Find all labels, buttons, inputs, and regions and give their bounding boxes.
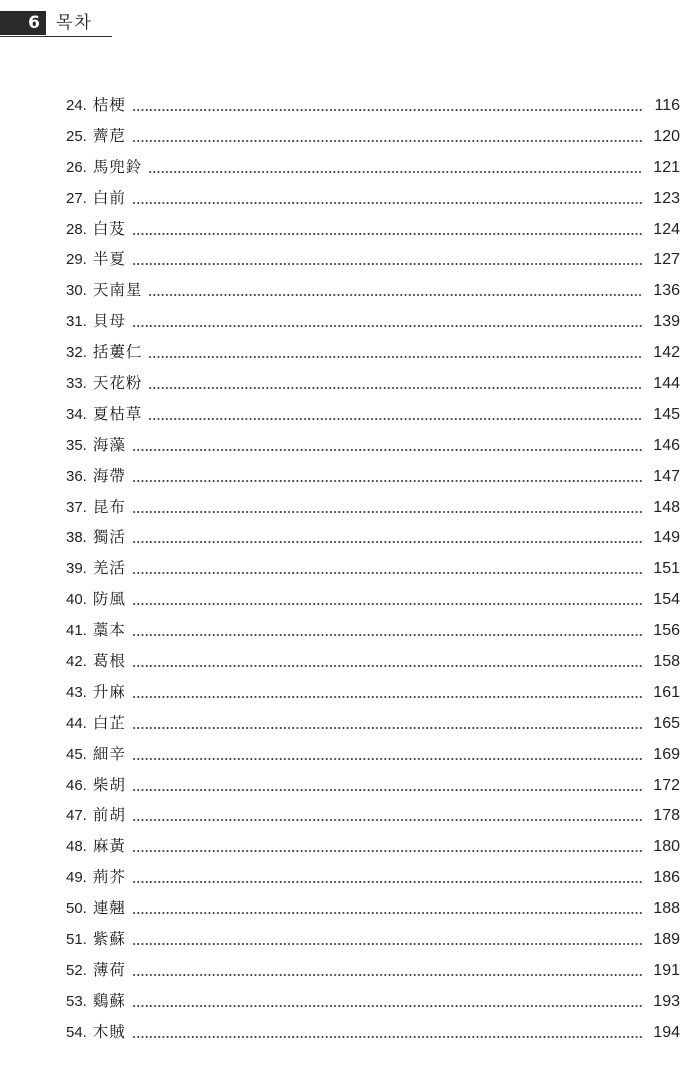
toc-entry-page: 189 — [653, 931, 680, 949]
toc-entry — [66, 90, 680, 121]
section-title: 목차 — [56, 13, 93, 33]
toc-entry-title: 昆布 — [92, 497, 126, 516]
toc-entry-title: 白芷 — [92, 713, 126, 732]
toc-entry-title: 葛根 — [92, 652, 126, 671]
toc-entry-page: 124 — [653, 220, 680, 238]
toc-entry-number: 34. — [66, 405, 87, 423]
toc-entry — [66, 770, 680, 801]
toc-entry-number: 33. — [66, 375, 87, 393]
toc-entry-page: 156 — [653, 622, 680, 640]
toc-entry-page: 186 — [653, 869, 680, 887]
dot-leader — [132, 634, 643, 636]
toc-entry-title: 夏枯草 — [92, 404, 143, 423]
toc-entry-page: 161 — [653, 683, 680, 701]
toc-entry-number: 54. — [66, 1023, 87, 1041]
toc-entry-page: 193 — [653, 992, 680, 1010]
toc-entry-page: 127 — [653, 251, 680, 269]
toc-entry — [66, 1017, 680, 1048]
toc-entry — [66, 646, 680, 677]
toc-entry-page: 172 — [653, 776, 680, 794]
toc-entry-number: 48. — [66, 838, 87, 856]
dot-leader — [132, 233, 643, 235]
toc-entry — [66, 492, 680, 523]
toc-entry-title: 鷄蘇 — [92, 991, 126, 1010]
toc-entry-page: 158 — [653, 653, 680, 671]
dot-leader — [132, 511, 643, 513]
toc-entry — [66, 739, 680, 770]
dot-leader — [132, 943, 643, 945]
dot-leader — [132, 727, 643, 729]
toc-entry — [66, 615, 680, 646]
toc-entry — [66, 986, 680, 1017]
dot-leader — [132, 974, 643, 976]
toc-entry-number: 53. — [66, 992, 87, 1010]
toc-entry-page: 178 — [653, 807, 680, 825]
dot-leader — [132, 789, 643, 791]
toc-entry-title: 貝母 — [92, 312, 126, 331]
toc-entry — [66, 955, 680, 986]
toc-entry — [66, 831, 680, 862]
toc-entry — [66, 553, 680, 584]
toc-entry-number: 31. — [66, 313, 87, 331]
toc-entry-title: 荊芥 — [92, 868, 126, 887]
dot-leader — [132, 541, 643, 543]
toc-entry — [66, 183, 680, 214]
toc-entry-title: 藁本 — [92, 621, 126, 640]
toc-entry-page: 145 — [653, 405, 680, 423]
toc-entry-number: 26. — [66, 158, 87, 176]
dot-leader — [132, 1005, 643, 1007]
toc-entry — [66, 522, 680, 553]
toc-entry-page: 123 — [653, 189, 680, 207]
toc-entry-number: 37. — [66, 498, 87, 516]
toc-entry — [66, 893, 680, 924]
toc-entry-page: 188 — [653, 900, 680, 918]
dot-leader — [132, 912, 643, 914]
toc-entry-number: 24. — [66, 97, 87, 114]
toc-entry — [66, 121, 680, 152]
toc-entry-number: 35. — [66, 436, 87, 454]
page-number: 6 — [0, 11, 46, 35]
toc-entry — [66, 306, 680, 337]
toc-entry-number: 28. — [66, 220, 87, 238]
dot-leader — [132, 109, 643, 111]
dot-leader — [148, 356, 643, 358]
toc-entry-title: 白芨 — [92, 219, 126, 238]
toc-entry-page: 180 — [653, 838, 680, 856]
dot-leader — [132, 480, 643, 482]
toc-entry-title: 海藻 — [92, 435, 126, 454]
toc-entry — [66, 152, 680, 183]
dot-leader — [132, 603, 643, 605]
toc-entry-page: 121 — [653, 158, 680, 176]
toc-entry-number: 25. — [66, 127, 87, 145]
toc-entry — [66, 275, 680, 306]
toc-entry — [66, 214, 680, 245]
toc-entry — [66, 244, 680, 275]
toc-entry-number: 38. — [66, 529, 87, 547]
toc-entry-number: 43. — [66, 683, 87, 701]
toc-entry-title: 天花粉 — [92, 374, 143, 393]
toc-entry-page: 149 — [653, 529, 680, 547]
toc-entry-title: 薄荷 — [92, 960, 126, 979]
toc-entry-title: 細辛 — [92, 744, 126, 763]
toc-entry-title: 白前 — [92, 188, 126, 207]
toc-entry-page: 144 — [653, 375, 680, 393]
toc-entry-page: 154 — [653, 591, 680, 609]
dot-leader — [132, 881, 643, 883]
toc-entry-title: 薺苨 — [92, 126, 126, 145]
toc-entry-title: 升麻 — [92, 682, 126, 701]
dot-leader — [132, 1036, 643, 1038]
toc-entry-number: 40. — [66, 591, 87, 609]
dot-leader — [132, 758, 643, 760]
toc-entry-page: 120 — [653, 127, 680, 145]
toc-entry-title: 天南星 — [92, 281, 143, 300]
toc-entry — [66, 430, 680, 461]
dot-leader — [132, 819, 643, 821]
toc-entry — [66, 800, 680, 831]
toc-entry-title: 麻黃 — [92, 837, 126, 856]
toc-entry-title: 海帶 — [92, 466, 126, 485]
toc-entry-number: 47. — [66, 807, 87, 825]
dot-leader — [132, 850, 643, 852]
toc-entry-page: 191 — [653, 961, 680, 979]
toc-entry — [66, 677, 680, 708]
toc-entry — [66, 368, 680, 399]
toc-entry-number: 50. — [66, 900, 87, 918]
toc-entry-title: 半夏 — [92, 250, 126, 269]
toc-entry-number: 44. — [66, 714, 87, 732]
dot-leader — [132, 665, 643, 667]
toc-entry-page: 142 — [653, 344, 680, 362]
toc-entry — [66, 862, 680, 893]
dot-leader — [132, 202, 643, 204]
toc-entry-number: 46. — [66, 776, 87, 794]
toc-entry-page: 136 — [653, 282, 680, 300]
dot-leader — [132, 449, 643, 451]
toc-entry-number: 49. — [66, 869, 87, 887]
toc-entry-page: 139 — [653, 313, 680, 331]
toc-entry — [66, 708, 680, 739]
toc-entry-title: 獨活 — [92, 528, 126, 547]
toc-entry-number: 45. — [66, 745, 87, 763]
toc-entry-title: 括蔞仁 — [92, 343, 143, 362]
toc-entry-number: 42. — [66, 653, 87, 671]
dot-leader — [132, 696, 643, 698]
toc-entry-page: 151 — [653, 560, 680, 578]
toc-entry — [66, 461, 680, 492]
table-of-contents — [66, 90, 680, 1048]
toc-entry-number: 51. — [66, 931, 87, 949]
toc-entry-number: 52. — [66, 961, 87, 979]
header-divider — [0, 36, 112, 37]
toc-entry — [66, 584, 680, 615]
toc-entry-number: 30. — [66, 282, 87, 300]
toc-entry-number: 29. — [66, 251, 87, 269]
toc-entry-number: 39. — [66, 560, 87, 578]
toc-entry-title: 連翹 — [92, 899, 126, 918]
page-header — [0, 8, 112, 38]
toc-entry-number: 32. — [66, 344, 87, 362]
toc-entry-title: 桔梗 — [92, 96, 126, 114]
toc-entry-title: 柴胡 — [92, 775, 126, 794]
toc-entry-page: 165 — [653, 714, 680, 732]
toc-entry-title: 防風 — [92, 590, 126, 609]
dot-leader — [148, 294, 643, 296]
dot-leader — [148, 418, 643, 420]
toc-entry-number: 41. — [66, 622, 87, 640]
toc-entry-page: 116 — [654, 97, 680, 114]
toc-entry — [66, 337, 680, 368]
dot-leader — [132, 325, 643, 327]
toc-entry-title: 紫蘇 — [92, 930, 126, 949]
toc-entry-number: 27. — [66, 189, 87, 207]
dot-leader — [148, 171, 643, 173]
toc-entry-page: 194 — [653, 1023, 680, 1041]
toc-entry-title: 馬兜鈴 — [92, 157, 143, 176]
dot-leader — [132, 263, 643, 265]
dot-leader — [132, 572, 643, 574]
toc-entry — [66, 924, 680, 955]
toc-entry — [66, 399, 680, 430]
toc-entry-title: 前胡 — [92, 806, 126, 825]
dot-leader — [148, 387, 643, 389]
toc-entry-page: 148 — [653, 498, 680, 516]
toc-entry-page: 147 — [653, 467, 680, 485]
toc-entry-page: 146 — [653, 436, 680, 454]
toc-entry-page: 169 — [653, 745, 680, 763]
toc-entry-number: 36. — [66, 467, 87, 485]
toc-entry-title: 木賊 — [92, 1022, 126, 1041]
toc-entry-title: 羌活 — [92, 559, 126, 578]
dot-leader — [132, 140, 643, 142]
